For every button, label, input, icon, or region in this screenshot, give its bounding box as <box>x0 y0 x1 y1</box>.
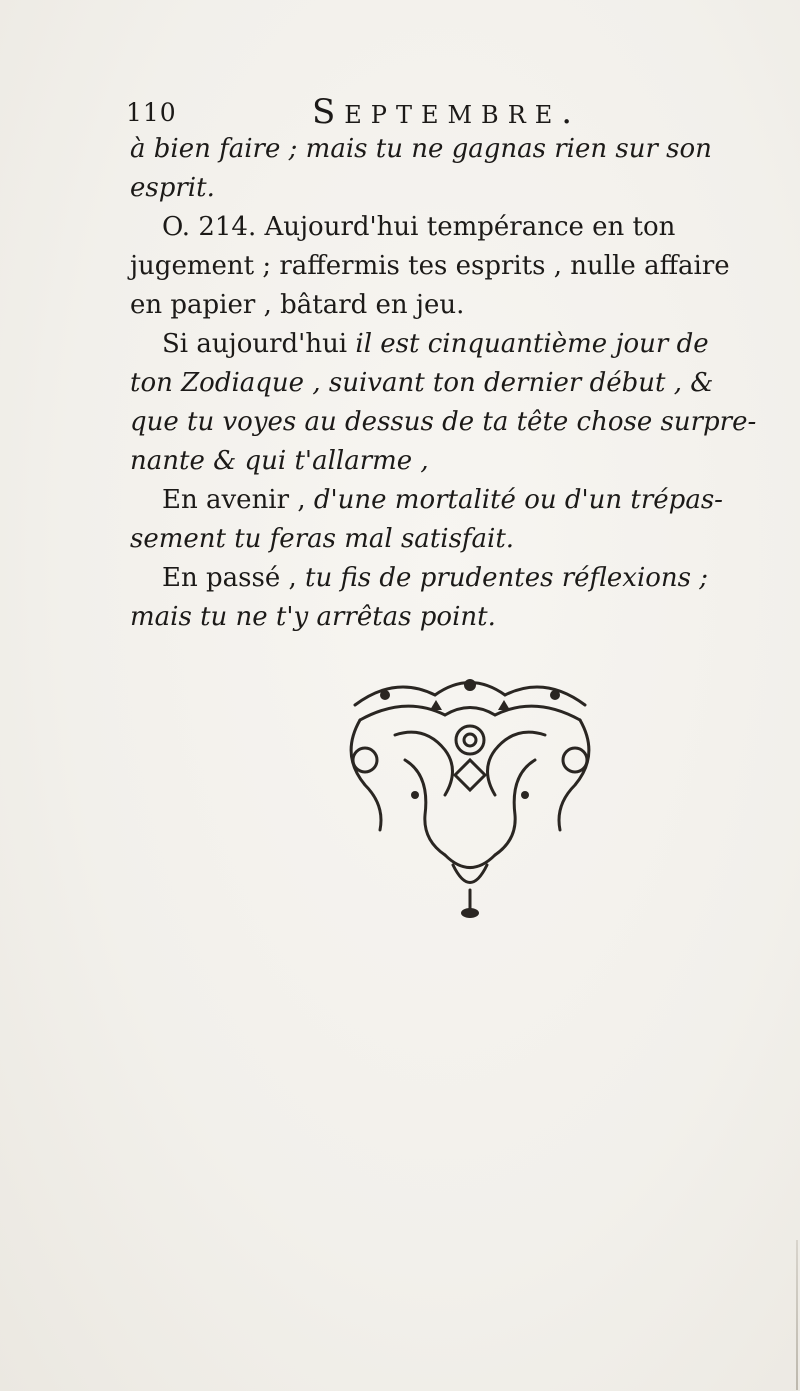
text-line <box>130 559 709 598</box>
italic-text-segment: il est cinquantième jour de <box>355 329 709 359</box>
page-edge-shadow <box>796 1240 798 1390</box>
italic-text-segment: que tu voyes au dessus de ta tête chose surpre- <box>130 407 757 437</box>
roman-text-segment: En passé , <box>162 563 305 593</box>
text-line <box>130 520 665 559</box>
roman-text-segment: O. 214. Aujourd'hui tempérance en ton <box>162 212 676 242</box>
roman-text-segment: en papier , bâtard en jeu. <box>130 290 465 320</box>
text-line <box>130 403 757 442</box>
roman-text-segment: Si aujourd'hui <box>162 329 356 359</box>
roman-text-segment: jugement ; raffermis tes esprits , nulle affaire <box>130 251 730 281</box>
running-head: Septembre. <box>312 92 582 132</box>
text-line <box>130 208 676 247</box>
text-line <box>130 364 714 403</box>
fleuron-ornament-icon <box>335 665 605 920</box>
text-line <box>130 130 712 169</box>
roman-text-segment: En avenir , <box>162 485 314 515</box>
text-line <box>130 481 723 520</box>
italic-text-segment: ton Zodiaque , suivant ton dernier début , & <box>130 368 714 398</box>
italic-text-segment: tu fis de prudentes réflexions ; <box>305 563 709 593</box>
italic-text-segment: à bien faire ; mais tu ne gagnas rien sur son <box>130 134 712 164</box>
page-number: 110 <box>126 98 177 127</box>
body-text <box>130 130 757 637</box>
italic-text-segment: sement tu feras mal satisfait. <box>130 524 515 554</box>
text-line <box>130 247 730 286</box>
text-line <box>130 598 665 637</box>
italic-text-segment: nante & qui t'allarme , <box>130 446 429 476</box>
italic-text-segment: esprit. <box>130 173 215 203</box>
text-line <box>130 325 709 364</box>
italic-text-segment: mais tu ne t'y arrêtas point. <box>130 602 496 632</box>
italic-text-segment: d'une mortalité ou d'un trépas- <box>313 485 723 515</box>
text-line <box>130 169 665 208</box>
text-line <box>130 286 665 325</box>
text-line <box>130 442 665 481</box>
